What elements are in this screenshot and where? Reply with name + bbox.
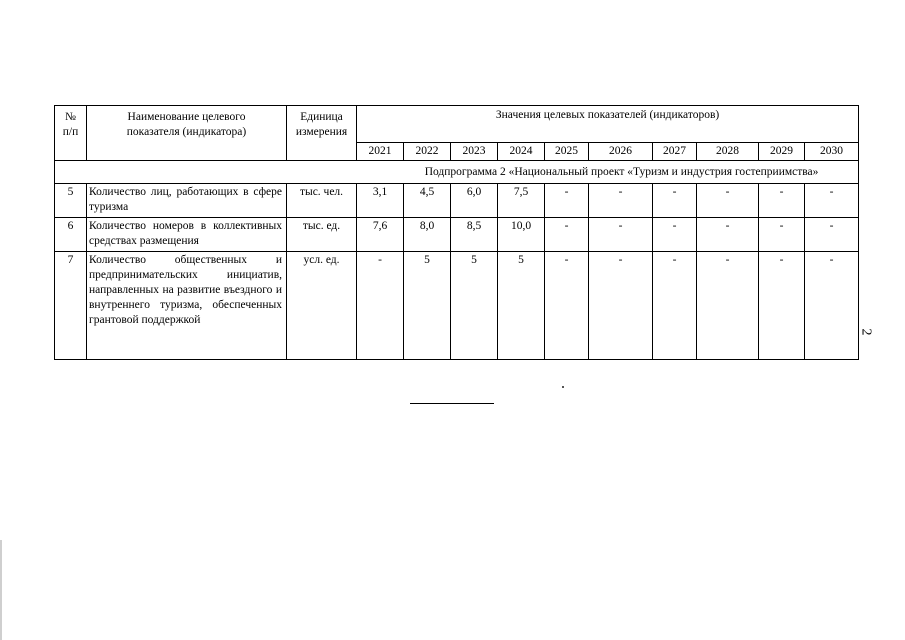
header-values-label: Значения целевых показателей (индикаторов) [495, 109, 720, 121]
header-row [55, 106, 859, 143]
row-num: 7 [55, 252, 87, 360]
row-value: - [589, 218, 653, 252]
row-value: 6,0 [451, 184, 498, 218]
header-num-label: № п/п [62, 111, 79, 138]
scan-edge [0, 540, 2, 640]
row-value: 10,0 [498, 218, 545, 252]
row-unit: тыс. ед. [287, 218, 357, 252]
row-unit: усл. ед. [287, 252, 357, 360]
row-value: - [697, 184, 759, 218]
row-value: 5 [404, 252, 451, 360]
header-num [55, 106, 87, 161]
year-cell: 2021 [357, 143, 404, 161]
row-value: - [545, 184, 589, 218]
year-cell: 2024 [498, 143, 545, 161]
row-value: 8,0 [404, 218, 451, 252]
header-unit-label: Единица измерения [295, 111, 348, 138]
row-num: 5 [55, 184, 87, 218]
subprogram-row [55, 161, 859, 184]
indicators-table [54, 105, 859, 360]
row-value: - [805, 218, 859, 252]
row-value: - [357, 252, 404, 360]
row-value: - [805, 252, 859, 360]
row-value: - [697, 218, 759, 252]
year-cell: 2028 [697, 143, 759, 161]
table-row [55, 184, 859, 218]
header-name-label: Наименование целевого показателя (индикатора) [126, 111, 247, 138]
signature-line [410, 403, 494, 404]
year-cell: 2026 [589, 143, 653, 161]
row-value: 5 [498, 252, 545, 360]
row-value: - [545, 218, 589, 252]
subprogram-title: Подпрограмма 2 «Национальный проект «Туризм и индустрия гостеприимства» [55, 161, 859, 184]
row-value: - [589, 184, 653, 218]
year-cell: 2029 [759, 143, 805, 161]
header-name [87, 106, 287, 161]
row-value: 3,1 [357, 184, 404, 218]
row-value: - [697, 252, 759, 360]
row-value: - [653, 184, 697, 218]
page-number: 2 [858, 328, 874, 336]
row-name: Количество номеров в коллективных средствах размещения [87, 218, 287, 252]
year-cell: 2023 [451, 143, 498, 161]
header-values [357, 106, 859, 143]
scan-dot [562, 386, 564, 388]
row-value: 7,6 [357, 218, 404, 252]
row-num: 6 [55, 218, 87, 252]
row-value: - [653, 218, 697, 252]
table-row [55, 252, 859, 360]
row-value: - [759, 218, 805, 252]
row-name: Количество лиц, работающих в сфере туризма [87, 184, 287, 218]
year-cell: 2022 [404, 143, 451, 161]
row-value: - [759, 184, 805, 218]
row-value: 7,5 [498, 184, 545, 218]
row-value: - [653, 252, 697, 360]
header-unit [287, 106, 357, 161]
row-value: - [589, 252, 653, 360]
row-name: Количество общественных и предпринимательских инициатив, направленных на развитие въездного и внутреннего туризма, обеспеченных грантовой поддержкой [87, 252, 287, 360]
year-cell: 2027 [653, 143, 697, 161]
row-value: 4,5 [404, 184, 451, 218]
row-value: - [545, 252, 589, 360]
row-value: 5 [451, 252, 498, 360]
row-value: 8,5 [451, 218, 498, 252]
row-unit: тыс. чел. [287, 184, 357, 218]
row-value: - [805, 184, 859, 218]
table-row [55, 218, 859, 252]
row-value: - [759, 252, 805, 360]
year-cell: 2030 [805, 143, 859, 161]
year-cell: 2025 [545, 143, 589, 161]
